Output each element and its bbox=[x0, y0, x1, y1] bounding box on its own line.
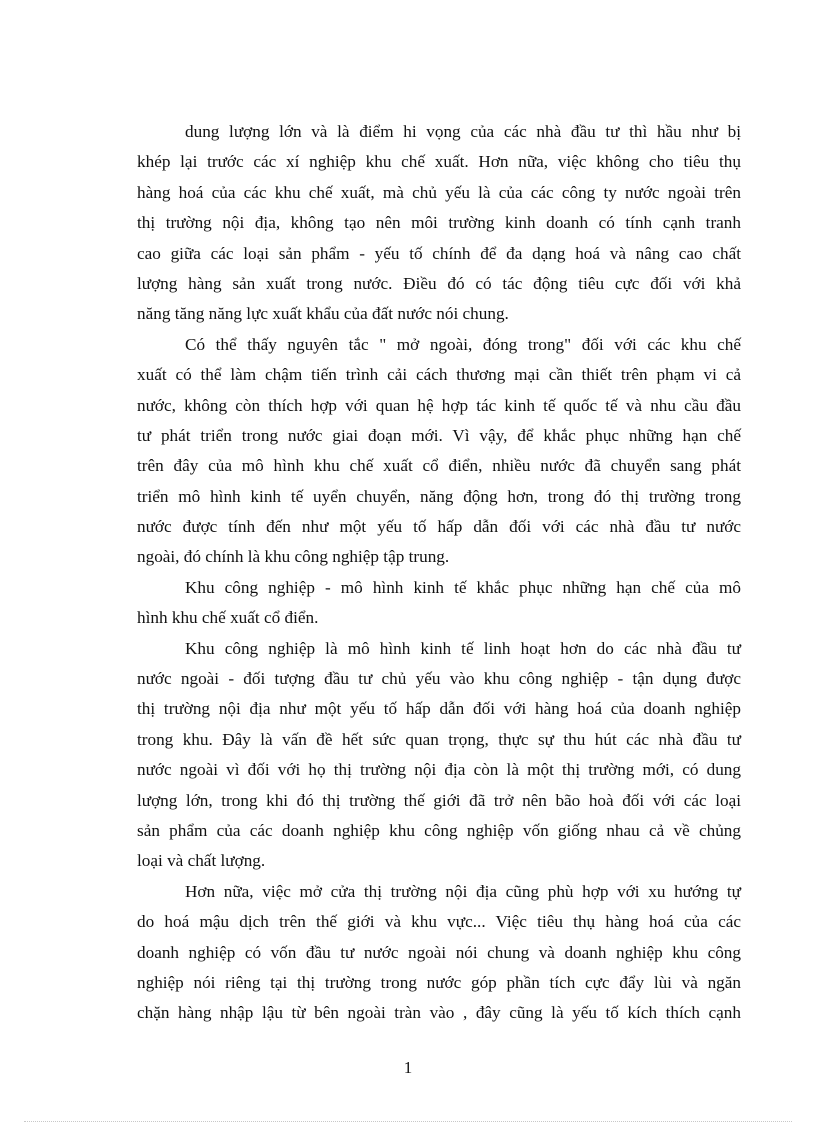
text-line: trong khu. Đây là vấn đề hết sức quan trọng, thực sự thu hút các nhà đầu tư bbox=[137, 729, 741, 749]
text-line: loại và chất lượng. bbox=[137, 851, 266, 871]
text-line: Hơn nữa, việc mở cửa thị trường nội địa cũng phù hợp với xu hướng tự bbox=[185, 881, 741, 901]
text-line: dung lượng lớn và là điểm hi vọng của các nhà đầu tư thì hầu như bị bbox=[185, 122, 741, 141]
text-line: trên đây của mô hình khu chế xuất cổ điển, nhiều nước đã chuyển sang phát bbox=[137, 456, 741, 476]
page-number: 1 bbox=[403, 1058, 413, 1077]
text-line: nước, không còn thích hợp với quan hệ hợp tác kinh tế quốc tế và nhu cầu đầu bbox=[137, 395, 741, 415]
page-bottom-divider bbox=[24, 1121, 792, 1122]
text-line: nước ngoài - đối tượng đầu tư chủ yếu vào khu công nghiệp - tận dụng được bbox=[137, 669, 741, 689]
text-line: Khu công nghiệp là mô hình kinh tế linh hoạt hơn do các nhà đầu tư bbox=[185, 638, 741, 658]
text-line: lượng hàng sản xuất trong nước. Điều đó có tác động tiêu cực đối với khả bbox=[137, 273, 741, 293]
text-line: do hoá mậu dịch trên thế giới và khu vực... Việc tiêu thụ hàng hoá của các bbox=[137, 912, 741, 932]
body-text bbox=[137, 117, 741, 1029]
text-line: năng tăng năng lực xuất khẩu của đất nước nói chung. bbox=[137, 304, 509, 324]
text-line: tư phát triển trong nước giai đoạn mới. Vì vậy, để khắc phục những hạn chế bbox=[137, 425, 741, 445]
text-line: khép lại trước các xí nghiệp khu chế xuất. Hơn nữa, việc không cho tiêu thụ bbox=[137, 152, 741, 172]
text-line: Có thể thấy nguyên tắc " mở ngoài, đóng trong" đối với các khu chế bbox=[185, 334, 741, 354]
text-line: sản phẩm của các doanh nghiệp khu công nghiệp vốn giống nhau cả về chủng bbox=[137, 820, 741, 840]
text-line: doanh nghiệp có vốn đầu tư nước ngoài nói chung và doanh nghiệp khu công bbox=[137, 942, 741, 962]
paragraph bbox=[137, 117, 741, 330]
paragraph bbox=[137, 330, 741, 573]
text-line: nghiệp nói riêng tại thị trường trong nước góp phần tích cực đẩy lùi và ngăn bbox=[137, 972, 741, 992]
text-line: nước ngoài vì đối với họ thị trường nội địa còn là một thị trường mới, có dung bbox=[137, 760, 741, 780]
text-line: thị trường nội địa như một yếu tố hấp dẫn đối với hàng hoá của doanh nghiệp bbox=[137, 699, 741, 719]
paragraph bbox=[137, 634, 741, 877]
text-line: lượng lớn, trong khi đó thị trường thế giới đã trở nên bão hoà đối với các loại bbox=[137, 790, 741, 810]
paragraph bbox=[137, 877, 741, 1029]
text-line: chặn hàng nhập lậu từ bên ngoài tràn vào , đây cũng là yếu tố kích thích cạnh bbox=[137, 1003, 741, 1023]
text-line: xuất có thể làm chậm tiến trình cải cách thương mại cần thiết trên phạm vi cả bbox=[137, 365, 741, 385]
text-line: ngoài, đó chính là khu công nghiệp tập trung. bbox=[137, 547, 450, 567]
text-line: Khu công nghiệp - mô hình kinh tế khắc phục những hạn chế của mô bbox=[185, 577, 741, 597]
text-line: hình khu chế xuất cổ điển. bbox=[137, 608, 319, 628]
text-line: hàng hoá của các khu chế xuất, mà chủ yếu là của các công ty nước ngoài trên bbox=[137, 182, 741, 202]
text-line: cao giữa các loại sản phẩm - yếu tố chính để đa dạng hoá và nâng cao chất bbox=[137, 243, 741, 263]
paragraph bbox=[137, 573, 741, 634]
text-line: nước được tính đến như một yếu tố hấp dẫn đối với các nhà đầu tư nước bbox=[137, 517, 741, 537]
text-line: triển mô hình kinh tế uyển chuyển, năng động hơn, trong đó thị trường trong bbox=[137, 486, 741, 506]
text-line: thị trường nội địa, không tạo nên môi trường kinh doanh có tính cạnh tranh bbox=[137, 213, 741, 233]
